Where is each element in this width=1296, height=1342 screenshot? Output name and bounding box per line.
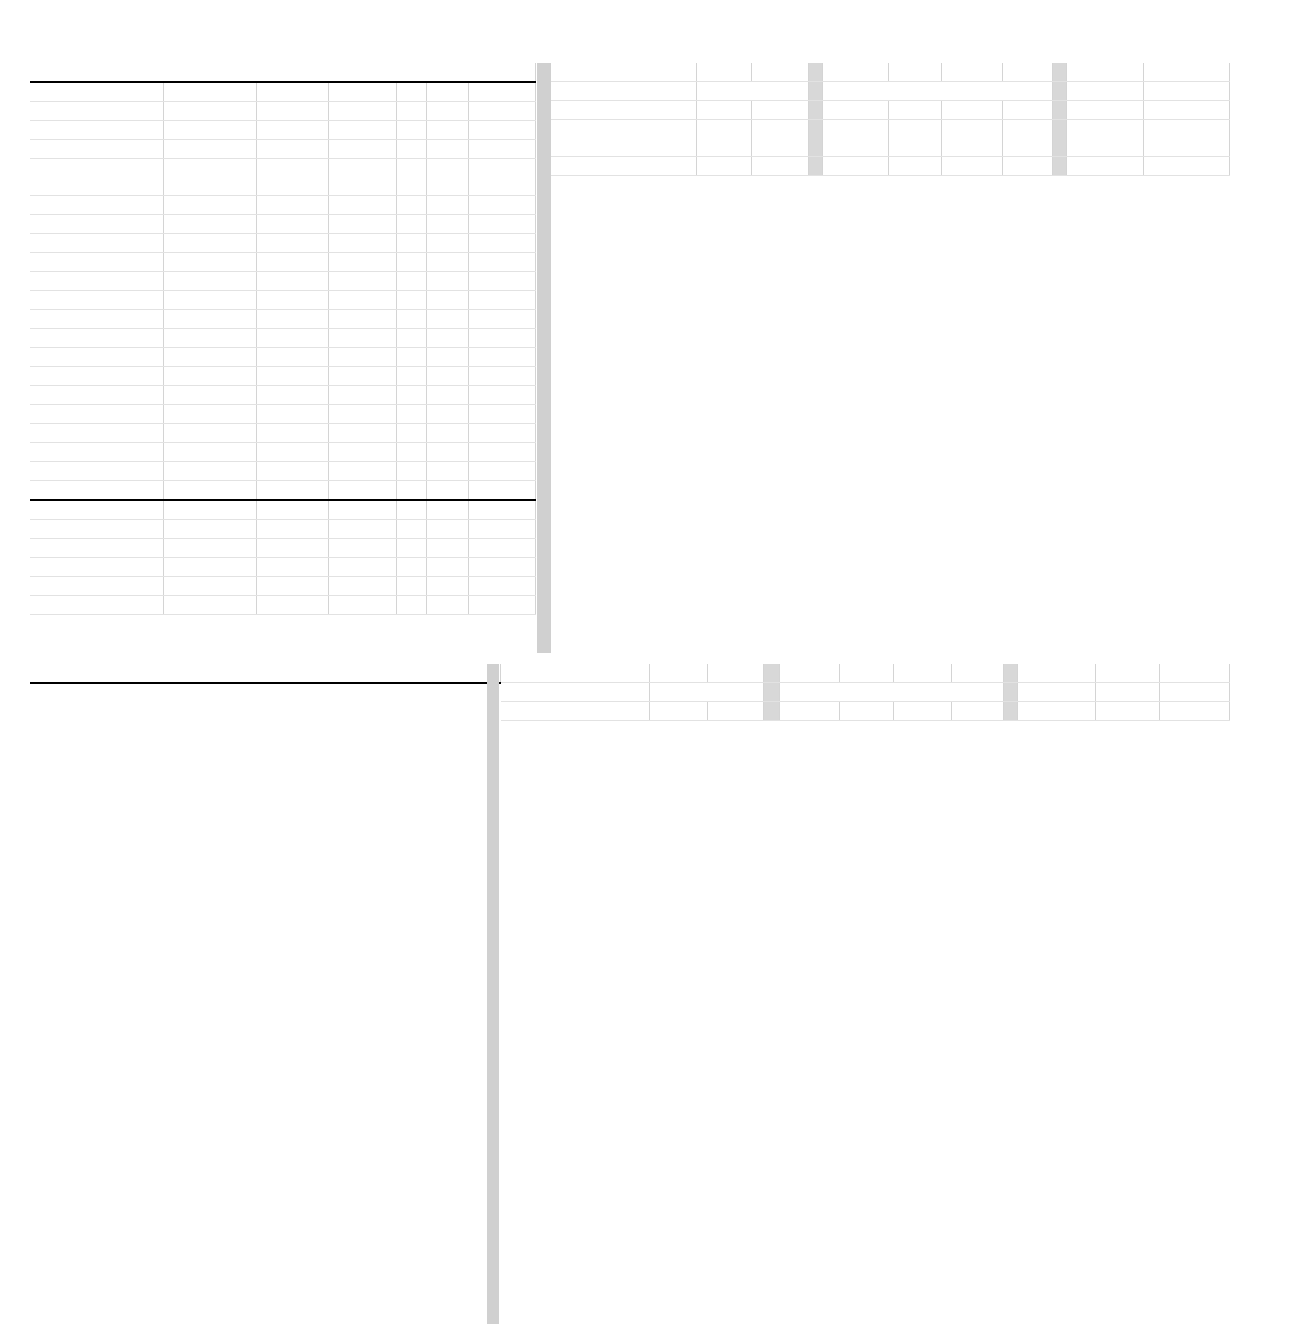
cell: [468, 405, 535, 424]
table-row: [30, 443, 535, 462]
cell: [396, 234, 426, 253]
cell: [256, 386, 328, 405]
cell: [256, 102, 328, 121]
cell: [822, 120, 888, 157]
row-label: [30, 329, 163, 348]
cell: [328, 500, 396, 520]
cell: [1002, 157, 1052, 176]
cell: [941, 120, 1002, 157]
cell: [328, 405, 396, 424]
cell: [396, 520, 426, 539]
row-label: [30, 424, 163, 443]
arabica-title: [30, 63, 535, 82]
cell: [426, 367, 468, 386]
cell: [426, 405, 468, 424]
cell: [468, 481, 535, 501]
table-row: [30, 215, 535, 234]
cell: [468, 196, 535, 215]
cell: [163, 558, 256, 577]
cell: [396, 329, 426, 348]
cell: [426, 348, 468, 367]
cell: [426, 196, 468, 215]
table-row: [30, 539, 535, 558]
cell: [426, 577, 468, 596]
cell: [163, 82, 256, 102]
cell: [328, 462, 396, 481]
cell: [1002, 120, 1052, 157]
cell: [468, 367, 535, 386]
arabica-hdr-prev: [696, 82, 808, 101]
cell: [396, 443, 426, 462]
cell: [468, 272, 535, 291]
cell: [328, 196, 396, 215]
cell: [163, 291, 256, 310]
cell: [888, 157, 941, 176]
table-row: [30, 462, 535, 481]
cell: [163, 329, 256, 348]
cell: [822, 157, 888, 176]
cell: [163, 140, 256, 159]
cell: [256, 215, 328, 234]
cell: [696, 120, 751, 157]
cell: [328, 140, 396, 159]
cell: [468, 558, 535, 577]
cell: [426, 310, 468, 329]
cell: [426, 121, 468, 140]
cell: [396, 196, 426, 215]
robusta-hdr-prev: [649, 683, 763, 702]
table-row: [30, 82, 535, 102]
cell: [1066, 157, 1143, 176]
robusta-hdr-futopt: [501, 683, 649, 702]
arabica-section: [30, 63, 1246, 653]
cell: [468, 291, 535, 310]
cell: [396, 215, 426, 234]
cell: [426, 558, 468, 577]
cell: [751, 120, 808, 157]
cell: [328, 558, 396, 577]
cell: [163, 121, 256, 140]
cell: [396, 386, 426, 405]
cell: [328, 443, 396, 462]
arabica-hdr-net: [1066, 82, 1143, 101]
table-row: [30, 500, 535, 520]
cell: [256, 481, 328, 501]
cell: [426, 462, 468, 481]
cell: [426, 159, 468, 196]
row-label: [30, 462, 163, 481]
table-row: [30, 102, 535, 121]
cell: [328, 520, 396, 539]
row-label: [30, 140, 163, 159]
cell: [426, 291, 468, 310]
row-label: [30, 520, 163, 539]
cell: [256, 462, 328, 481]
arabica-period-from: [696, 63, 751, 82]
cell: [468, 500, 535, 520]
cell: [396, 159, 426, 196]
cell: [468, 596, 535, 615]
arabica-col-ch: [888, 101, 941, 120]
cell: [396, 121, 426, 140]
cell: [468, 329, 535, 348]
cell: [256, 443, 328, 462]
robusta-section: [30, 664, 1246, 1324]
robusta-col-ch: [839, 702, 893, 721]
cell: [328, 253, 396, 272]
table-row: [30, 424, 535, 443]
table-row: [30, 596, 535, 615]
table-row: [30, 405, 535, 424]
cell: [396, 291, 426, 310]
table-row: [551, 157, 1229, 176]
row-label: [30, 500, 163, 520]
cell: [396, 82, 426, 102]
cell: [256, 500, 328, 520]
cell: [256, 121, 328, 140]
robusta-title: [30, 664, 500, 683]
cell: [328, 121, 396, 140]
cell: [256, 520, 328, 539]
table-row: [30, 159, 535, 196]
row-label: [30, 272, 163, 291]
cell: [426, 424, 468, 443]
row-label: [30, 577, 163, 596]
cell: [396, 102, 426, 121]
cell: [163, 196, 256, 215]
cell: [163, 367, 256, 386]
cell: [163, 159, 256, 196]
table-row: [30, 558, 535, 577]
cell: [256, 272, 328, 291]
cell: [426, 215, 468, 234]
cell: [426, 272, 468, 291]
robusta-hdr-net: [1017, 683, 1095, 702]
cell: [163, 462, 256, 481]
table-row: [30, 291, 535, 310]
cell: [163, 102, 256, 121]
robusta-period-label: [501, 664, 649, 683]
cell: [426, 253, 468, 272]
cell: [468, 234, 535, 253]
cell: [941, 157, 1002, 176]
cell: [256, 539, 328, 558]
row-label: [30, 253, 163, 272]
cell: [396, 462, 426, 481]
cell: [256, 348, 328, 367]
cell: [396, 140, 426, 159]
row-label: [30, 159, 163, 196]
robusta-left-table: [30, 664, 501, 684]
cell: [328, 481, 396, 501]
cell: [256, 234, 328, 253]
arabica-col-long: [696, 101, 751, 120]
table-row: [30, 196, 535, 215]
row-label: [30, 102, 163, 121]
cell: [163, 596, 256, 615]
table-row: [30, 481, 535, 501]
table-row: [30, 520, 535, 539]
cell: [328, 82, 396, 102]
cell: [426, 500, 468, 520]
cell: [256, 577, 328, 596]
robusta-col-short: [707, 702, 763, 721]
table-row: [30, 577, 535, 596]
robusta-col-long-curr: [779, 702, 839, 721]
row-label: [30, 481, 163, 501]
arabica-period-to: [751, 63, 808, 82]
robusta-gutter: [487, 664, 499, 1324]
cell: [256, 329, 328, 348]
cell: [328, 577, 396, 596]
cell: [468, 102, 535, 121]
cell: [328, 424, 396, 443]
robusta-right-table: [501, 664, 1230, 721]
cell: [163, 500, 256, 520]
cell: [751, 157, 808, 176]
cell: [426, 386, 468, 405]
arabica-col-short-curr: [941, 101, 1002, 120]
table-row: [30, 234, 535, 253]
robusta-period-to: [893, 664, 951, 683]
cell: [328, 159, 396, 196]
cell: [426, 140, 468, 159]
cell: [1143, 120, 1229, 157]
cell: [468, 462, 535, 481]
cell: [426, 520, 468, 539]
cell: [328, 329, 396, 348]
cell: [328, 215, 396, 234]
cell: [396, 253, 426, 272]
cell: [256, 424, 328, 443]
table-row: [551, 120, 1229, 157]
cell: [163, 539, 256, 558]
table-row: [30, 253, 535, 272]
cell: [328, 596, 396, 615]
cell: [468, 253, 535, 272]
cell: [328, 291, 396, 310]
row-label: [30, 215, 163, 234]
cell: [328, 310, 396, 329]
row-label: [30, 596, 163, 615]
arabica-hdr-futopt: [551, 82, 696, 101]
cell: [328, 102, 396, 121]
cell: [426, 82, 468, 102]
cell: [256, 367, 328, 386]
cell: [468, 82, 535, 102]
cell: [426, 443, 468, 462]
cell: [396, 424, 426, 443]
cell: [888, 120, 941, 157]
cell: [163, 215, 256, 234]
cell: [468, 121, 535, 140]
row-label: [30, 367, 163, 386]
cell: [426, 481, 468, 501]
row-label: [30, 348, 163, 367]
cell: [396, 405, 426, 424]
arabica-left-table: [30, 63, 536, 615]
cell: [468, 348, 535, 367]
cell: [163, 424, 256, 443]
row-label: [30, 234, 163, 253]
cell: [256, 291, 328, 310]
cell: [256, 159, 328, 196]
table-row: [30, 310, 535, 329]
table-row: [30, 272, 535, 291]
cell: [163, 348, 256, 367]
cell: [328, 348, 396, 367]
cell: [396, 367, 426, 386]
row-label: [30, 121, 163, 140]
cell: [256, 253, 328, 272]
robusta-hdr-ch: [1095, 683, 1159, 702]
cell: [163, 234, 256, 253]
robusta-period-from: [839, 664, 893, 683]
cell: [396, 481, 426, 501]
cell: [468, 577, 535, 596]
cell: [163, 253, 256, 272]
cell: [1143, 157, 1229, 176]
cell: [163, 577, 256, 596]
row-label: [30, 291, 163, 310]
robusta-col-ch-2: [951, 702, 1003, 721]
cell: [468, 520, 535, 539]
cell: [256, 196, 328, 215]
cell: [468, 386, 535, 405]
robusta-col-long: [649, 702, 707, 721]
cell: [468, 140, 535, 159]
cell: [468, 539, 535, 558]
cell: [396, 272, 426, 291]
cell: [396, 596, 426, 615]
table-row: [30, 367, 535, 386]
cell: [426, 596, 468, 615]
row-label: [30, 558, 163, 577]
cell: [396, 310, 426, 329]
table-row: [30, 140, 535, 159]
cell: [256, 405, 328, 424]
table-row: [30, 348, 535, 367]
arabica-hdr-ch: [1143, 82, 1229, 101]
cell: [396, 577, 426, 596]
cell: [396, 539, 426, 558]
row-label: [551, 120, 696, 157]
cell: [163, 520, 256, 539]
row-label: [30, 443, 163, 462]
row-label: [551, 157, 696, 176]
cell: [163, 272, 256, 291]
cell: [256, 558, 328, 577]
arabica-hdr-curr: [822, 82, 1052, 101]
arabica-gutter: [537, 63, 551, 653]
cell: [328, 272, 396, 291]
cell: [426, 329, 468, 348]
arabica-right-table: [551, 63, 1230, 176]
cell: [163, 386, 256, 405]
row-label: [30, 82, 163, 102]
cell: [696, 157, 751, 176]
cell: [328, 539, 396, 558]
row-label: [30, 405, 163, 424]
cell: [1066, 120, 1143, 157]
cell: [163, 405, 256, 424]
cell: [256, 82, 328, 102]
cell: [328, 367, 396, 386]
cell: [468, 215, 535, 234]
cell: [468, 159, 535, 196]
arabica-period-label: [551, 63, 696, 82]
cell: [468, 310, 535, 329]
cell: [163, 443, 256, 462]
cell: [396, 500, 426, 520]
cell: [468, 424, 535, 443]
cell: [256, 596, 328, 615]
row-label: [30, 386, 163, 405]
robusta-hdr-curr: [779, 683, 1003, 702]
cell: [163, 310, 256, 329]
cell: [396, 348, 426, 367]
row-label: [30, 310, 163, 329]
arabica-col-short: [751, 101, 808, 120]
cell: [426, 102, 468, 121]
cell: [328, 386, 396, 405]
row-label: [30, 539, 163, 558]
cell: [426, 234, 468, 253]
cell: [256, 140, 328, 159]
arabica-col-ch-2: [1002, 101, 1052, 120]
robusta-col-short-curr: [893, 702, 951, 721]
cell: [328, 234, 396, 253]
row-label: [30, 196, 163, 215]
table-row: [30, 386, 535, 405]
cell: [396, 558, 426, 577]
cell: [468, 443, 535, 462]
table-row: [30, 329, 535, 348]
cell: [426, 539, 468, 558]
cell: [163, 481, 256, 501]
cell: [256, 310, 328, 329]
arabica-col-long-curr: [822, 101, 888, 120]
table-row: [30, 121, 535, 140]
